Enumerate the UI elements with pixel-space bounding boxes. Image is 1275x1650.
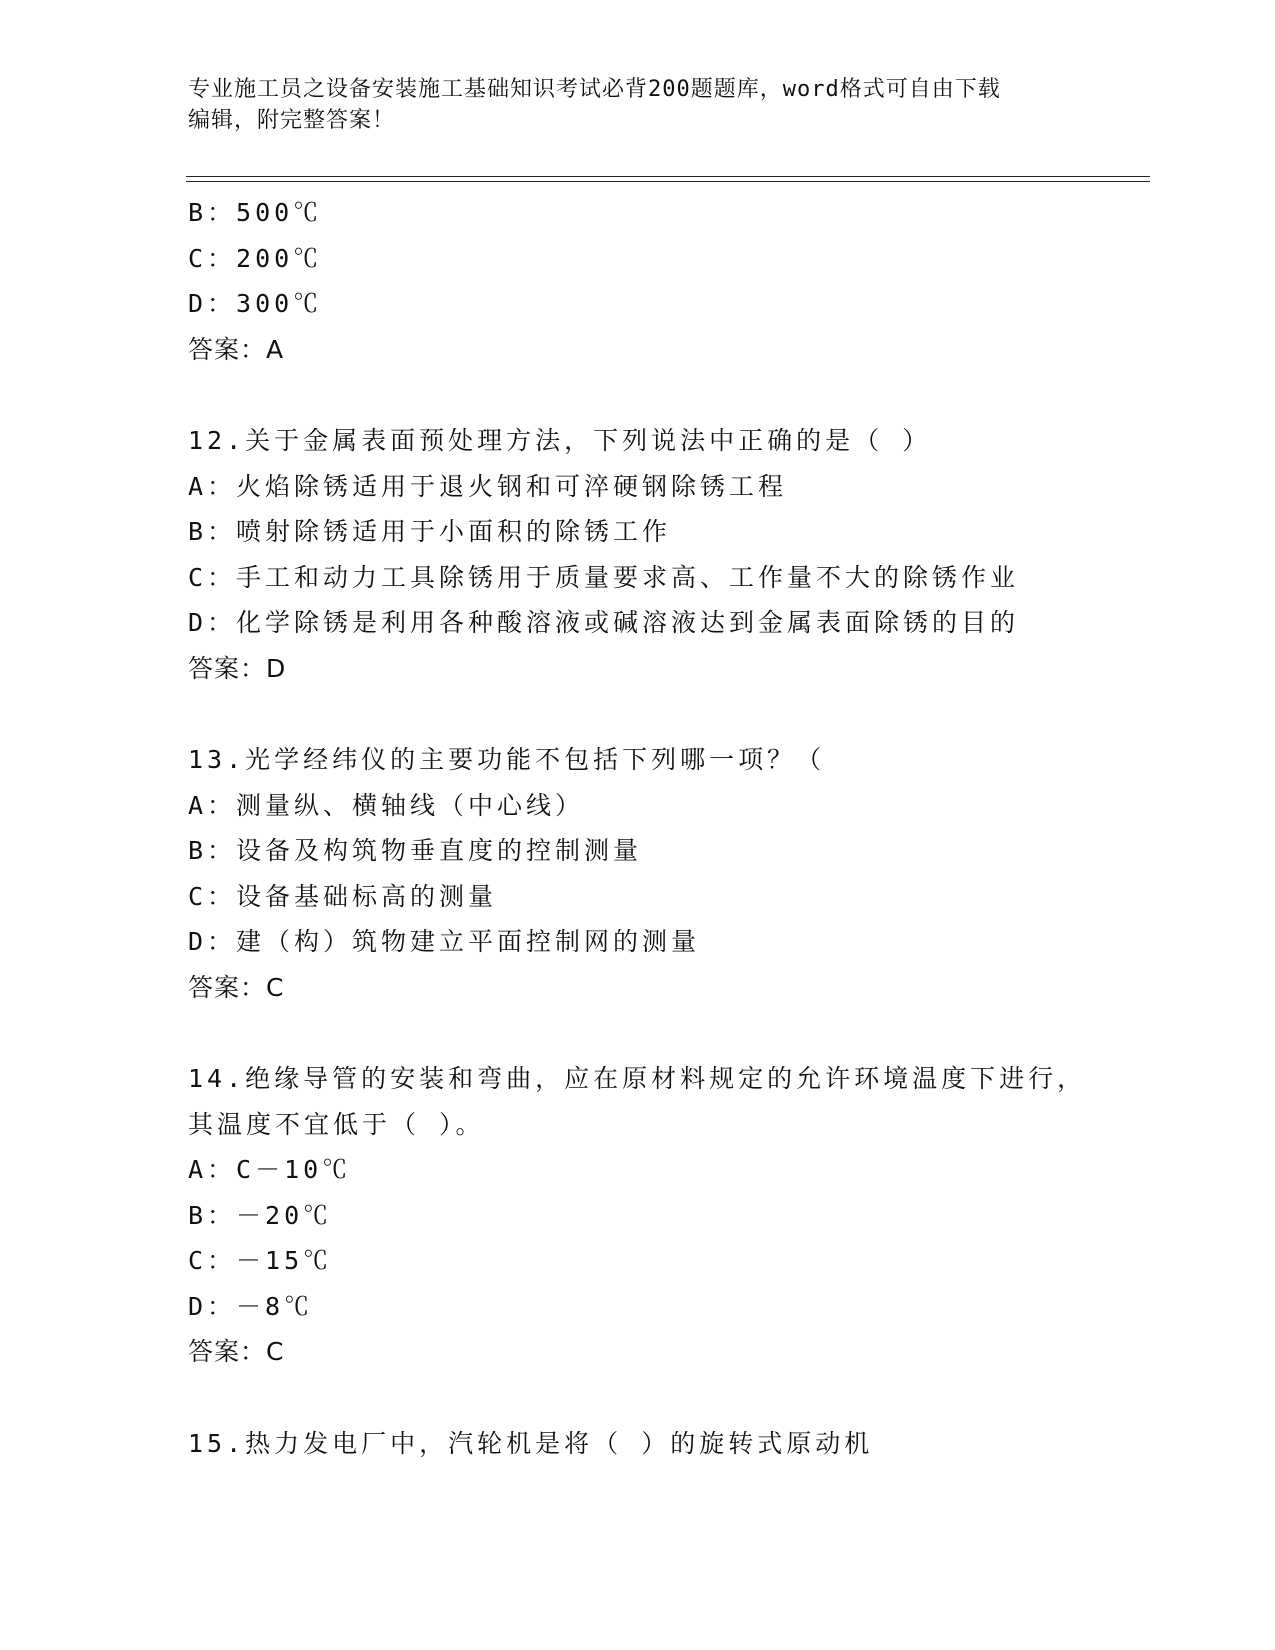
question-gap — [188, 691, 1088, 737]
question-gap — [188, 372, 1088, 418]
option-c: C：－15℃ — [188, 1246, 333, 1275]
question-stem-continued: 其温度不宜低于（ ）。 — [188, 1109, 485, 1139]
option-d: D：建（构）筑物建立平面控制网的测量 — [188, 927, 701, 956]
option-a: A：火焰除锈适用于退火钢和可淬硬钢除锈工程 — [188, 471, 788, 501]
header-title-line-1: 专业施工员之设备安装施工基础知识考试必背200题题库，word格式可自由下载 — [188, 77, 1001, 102]
header-divider-bottom — [186, 181, 1150, 182]
document-header — [188, 74, 1068, 136]
answer-line: 答案：A — [188, 334, 285, 364]
answer-line: 答案：C — [188, 1337, 285, 1366]
question-11-continued — [188, 190, 1088, 372]
question-gap — [188, 1375, 1088, 1421]
question-13 — [188, 737, 1088, 1010]
option-d: D：300℃ — [188, 289, 323, 318]
question-12 — [188, 418, 1088, 691]
question-gap — [188, 1010, 1088, 1056]
header-title-line-2: 编辑，附完整答案！ — [188, 108, 396, 133]
option-b: B：喷射除锈适用于小面积的除锈工作 — [188, 517, 672, 546]
question-stem: 12.关于金属表面预处理方法，下列说法中正确的是（ ） — [188, 426, 932, 455]
option-c: C：手工和动力工具除锈用于质量要求高、工作量不大的除锈作业 — [188, 562, 1020, 592]
question-list — [188, 190, 1088, 1466]
question-14 — [188, 1056, 1088, 1375]
option-c: C：设备基础标高的测量 — [188, 881, 498, 911]
option-d: D：化学除锈是利用各种酸溶液或碱溶液达到金属表面除锈的目的 — [188, 608, 1020, 637]
question-stem: 14.绝缘导管的安装和弯曲，应在原材料规定的允许环境温度下进行， — [188, 1064, 1087, 1093]
question-stem: 15.热力发电厂中，汽轮机是将（ ）的旋转式原动机 — [188, 1428, 874, 1458]
option-b: B：设备及构筑物垂直度的控制测量 — [188, 836, 643, 865]
option-b: B：－20℃ — [188, 1200, 333, 1230]
question-15 — [188, 1421, 1088, 1467]
option-a: A：C－10℃ — [188, 1155, 352, 1184]
option-b: B：500℃ — [188, 198, 323, 227]
header-divider-top — [186, 176, 1150, 177]
answer-line: 答案：D — [188, 653, 287, 683]
option-a: A：测量纵、横轴线（中心线） — [188, 790, 585, 820]
question-stem: 13.光学经纬仪的主要功能不包括下列哪一项？（ — [188, 745, 826, 774]
option-c: C：200℃ — [188, 243, 323, 273]
option-d: D：－8℃ — [188, 1291, 314, 1321]
answer-line: 答案：C — [188, 972, 285, 1002]
